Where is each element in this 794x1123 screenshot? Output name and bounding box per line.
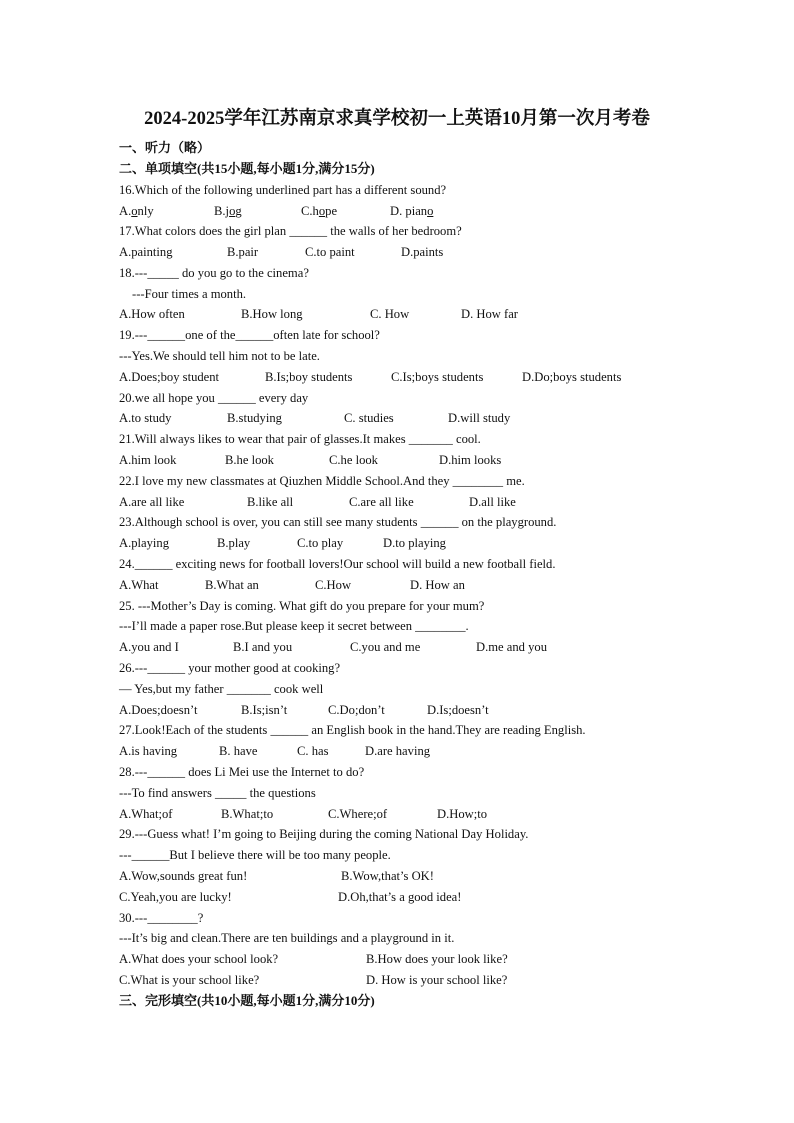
option-b[interactable]: B.pair: [227, 245, 259, 259]
section-listening-heading: 一、听力（略）: [119, 140, 211, 155]
question-21-stem: 21.Will always likes to wear that pair of glasses.It makes _______ cool.: [119, 432, 481, 446]
question-29-reply: ---______But I believe there will be too many people.: [119, 848, 391, 862]
question-23-stem: 23.Although school is over, you can still see many students ______ on the playground.: [119, 515, 557, 529]
question-28-options: [119, 804, 719, 825]
question-27-stem: 27.Look!Each of the students ______ an English book in the hand.They are reading English.: [119, 723, 586, 737]
option-b[interactable]: B.What;to: [221, 807, 274, 821]
page-title: 2024-2025学年江苏南京求真学校初一上英语10月第一次月考卷: [144, 109, 650, 129]
option-c[interactable]: C.are all like: [349, 495, 414, 509]
option-c[interactable]: C.to play: [297, 536, 344, 550]
option-b[interactable]: B. have: [219, 744, 258, 758]
question-19-options: [119, 367, 719, 388]
question-19-reply: ---Yes.We should tell him not to be late.: [119, 349, 320, 363]
option-b[interactable]: B.Wow,that’s OK!: [341, 869, 434, 883]
option-c[interactable]: C. has: [297, 744, 329, 758]
question-17-options: [119, 242, 719, 263]
option-d[interactable]: D.are having: [365, 744, 431, 758]
question-28-stem: 28.---______ does Li Mei use the Internet to do?: [119, 765, 365, 779]
question-29-options-row1: [119, 866, 719, 887]
section-cloze-heading: 三、完形填空(共10小题,每小题1分,满分10分): [119, 993, 375, 1008]
question-30-options-row2: [119, 970, 719, 991]
option-d[interactable]: D.will study: [448, 411, 511, 425]
question-29-stem: 29.---Guess what! I’m going to Beijing during the coming National Day Holiday.: [119, 827, 529, 841]
question-30-stem: 30.---________?: [119, 911, 204, 925]
question-20-stem: 20.we all hope you ______ every day: [119, 391, 309, 405]
option-b[interactable]: B.How long: [241, 307, 303, 321]
option-b[interactable]: B.I and you: [233, 640, 293, 654]
option-c[interactable]: C.How: [315, 578, 352, 592]
question-16-options: [119, 201, 719, 222]
question-26-options: [119, 700, 719, 721]
option-a[interactable]: A.painting: [119, 245, 173, 259]
question-22-stem: 22.I love my new classmates at Qiuzhen Middle School.And they ________ me.: [119, 474, 525, 488]
option-d[interactable]: D.him looks: [439, 453, 502, 467]
section-single-choice-heading: 二、单项填空(共15小题,每小题1分,满分15分): [119, 161, 375, 176]
option-d[interactable]: D.Oh,that’s a good idea!: [338, 890, 462, 904]
option-c[interactable]: C.Do;don’t: [328, 703, 385, 717]
option-c[interactable]: C.Yeah,you are lucky!: [119, 890, 232, 904]
question-28-reply: ---To find answers _____ the questions: [119, 786, 316, 800]
option-b[interactable]: B.he look: [225, 453, 274, 467]
option-a[interactable]: A.him look: [119, 453, 177, 467]
option-d[interactable]: D. How an: [410, 578, 465, 592]
option-c[interactable]: C.Where;of: [328, 807, 388, 821]
option-d[interactable]: D.Do;boys students: [522, 370, 622, 384]
question-19-stem: 19.---______one of the______often late for school?: [119, 328, 380, 342]
option-b[interactable]: B.Is;isn’t: [241, 703, 288, 717]
question-27-options: [119, 741, 719, 762]
question-25-stem: 25. ---Mother’s Day is coming. What gift do you prepare for your mum?: [119, 599, 485, 613]
option-b[interactable]: B.How does your look like?: [366, 952, 508, 966]
question-18-stem: 18.---_____ do you go to the cinema?: [119, 266, 309, 280]
question-18-reply: ---Four times a month.: [132, 287, 247, 301]
option-a[interactable]: A.What;of: [119, 807, 173, 821]
option-d[interactable]: D. How far: [461, 307, 519, 321]
option-c[interactable]: C. How: [370, 307, 410, 321]
question-29-options-row2: [119, 887, 719, 908]
question-24-stem: 24.______ exciting news for football lovers!Our school will build a new football field.: [119, 557, 556, 571]
option-b[interactable]: B.jog: [214, 204, 242, 218]
option-a[interactable]: A.Does;boy student: [119, 370, 220, 384]
option-a[interactable]: A.are all like: [119, 495, 185, 509]
option-d[interactable]: D.paints: [401, 245, 444, 259]
question-30-options-row1: [119, 949, 719, 970]
option-c[interactable]: C.What is your school like?: [119, 973, 260, 987]
option-d[interactable]: D.me and you: [476, 640, 547, 654]
question-21-options: [119, 450, 719, 471]
option-b[interactable]: B.like all: [247, 495, 294, 509]
option-c[interactable]: C.Is;boys students: [391, 370, 484, 384]
option-b[interactable]: B.What an: [205, 578, 259, 592]
option-a[interactable]: A.How often: [119, 307, 185, 321]
option-a[interactable]: A.to study: [119, 411, 172, 425]
option-d[interactable]: D. piano: [390, 204, 434, 218]
option-b[interactable]: B.play: [217, 536, 251, 550]
question-23-options: [119, 533, 719, 554]
question-25-options: [119, 637, 719, 658]
question-18-options: [119, 304, 719, 325]
question-30-reply: ---It’s big and clean.There are ten buildings and a playground in it.: [119, 931, 455, 945]
option-a[interactable]: A.Does;doesn’t: [119, 703, 198, 717]
option-d[interactable]: D.Is;doesn’t: [427, 703, 489, 717]
option-a[interactable]: A.you and I: [119, 640, 179, 654]
option-d[interactable]: D.all like: [469, 495, 516, 509]
option-d[interactable]: D.to playing: [383, 536, 446, 550]
option-b[interactable]: B.Is;boy students: [265, 370, 353, 384]
option-c[interactable]: C.hope: [301, 204, 338, 218]
question-26-stem: 26.---______ your mother good at cooking?: [119, 661, 341, 675]
option-a[interactable]: A.playing: [119, 536, 170, 550]
option-a[interactable]: A.is having: [119, 744, 178, 758]
option-c[interactable]: C.he look: [329, 453, 378, 467]
option-a[interactable]: A.What: [119, 578, 159, 592]
question-17-stem: 17.What colors does the girl plan ______ the walls of her bedroom?: [119, 224, 462, 238]
option-d[interactable]: D.How;to: [437, 807, 488, 821]
question-22-options: [119, 492, 719, 513]
option-a[interactable]: A.only: [119, 204, 154, 218]
option-b[interactable]: B.studying: [227, 411, 282, 425]
option-c[interactable]: C.you and me: [350, 640, 421, 654]
option-a[interactable]: A.What does your school look?: [119, 952, 279, 966]
option-c[interactable]: C.to paint: [305, 245, 355, 259]
question-24-options: [119, 575, 719, 596]
question-25-reply: ---I’ll made a paper rose.But please keep it secret between ________.: [119, 619, 469, 633]
question-16-stem: 16.Which of the following underlined part has a different sound?: [119, 183, 447, 197]
option-c[interactable]: C. studies: [344, 411, 394, 425]
question-26-reply: — Yes,but my father _______ cook well: [119, 682, 324, 696]
question-20-options: [119, 408, 719, 429]
option-d[interactable]: D. How is your school like?: [366, 973, 508, 987]
option-a[interactable]: A.Wow,sounds great fun!: [119, 869, 248, 883]
